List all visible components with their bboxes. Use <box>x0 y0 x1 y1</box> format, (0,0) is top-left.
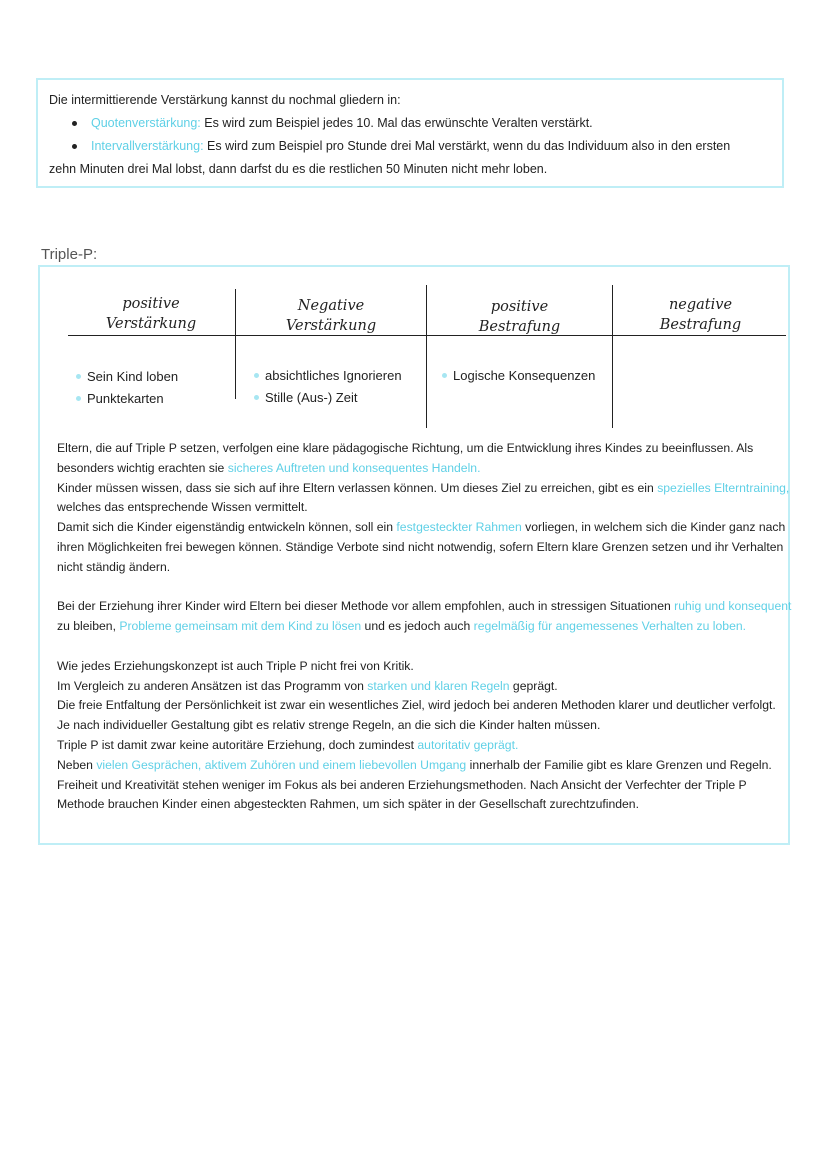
header-line: positive <box>122 296 180 312</box>
text-run: Wie jedes Erziehungskonzept ist auch Triple P nicht frei von Kritik. <box>57 658 414 673</box>
highlight-text: festgesteckter Rahmen <box>396 520 522 535</box>
intro-text: Die intermittierende Verstärkung kannst du nochmal gliedern in: <box>49 93 401 107</box>
highlight-text: Probleme gemeinsam mit dem Kind zu lösen <box>119 619 362 634</box>
text-run: zu bleiben, <box>57 619 120 634</box>
header-negative-bestrafung <box>613 295 788 335</box>
text-run: Triple P ist damit zwar keine autoritäre Erziehung, doch zumindest <box>57 737 418 752</box>
header-line: Verstärkung <box>285 318 377 334</box>
header-positive-verstaerkung <box>68 294 234 334</box>
text-run: Kinder müssen wissen, dass sie sich auf ihre Eltern verlassen können. Um dieses Ziel zu erreichen, gibt es ein <box>57 480 658 495</box>
list-item: Stille (Aus-) Zeit <box>254 387 402 409</box>
list-item <box>49 135 782 158</box>
highlight-text: sicheres Auftreten und konsequentes Handeln. <box>227 460 481 475</box>
header-line: positive <box>490 299 549 315</box>
term-intervall-desc: Es wird zum Beispiel pro Stunde drei Mal verstärkt, wenn du das Individuum also in den ersten <box>203 139 731 153</box>
list-item: Punktekarten <box>76 388 178 410</box>
list-item: absichtliches Ignorieren <box>254 365 402 387</box>
header-line: Bestrafung <box>659 317 742 333</box>
text-run: Je nach individueller Gestaltung gibt es relativ strenge Regeln, an die sich die Kinder halten müssen. <box>57 718 601 733</box>
term-intervall: Intervallverstärkung: <box>91 139 204 153</box>
header-line: Bestrafung <box>478 319 561 335</box>
term-quote: Quotenverstärkung: <box>91 116 201 130</box>
list-item: Sein Kind loben <box>76 366 178 388</box>
header-line: Negative <box>297 298 365 314</box>
paragraph <box>57 597 793 637</box>
header-line: Verstärkung <box>105 316 197 332</box>
list-item <box>49 112 782 135</box>
list-item: Logische Konsequenzen <box>442 365 595 387</box>
highlight-text: ruhig und konsequent <box>674 599 792 614</box>
triple-p-description <box>57 439 793 835</box>
text-run: Im Vergleich zu anderen Ansätzen ist das Programm von <box>57 678 368 693</box>
text-run: geprägt. <box>509 678 558 693</box>
negative-verstaerkung-list <box>254 365 402 409</box>
text-run: Damit sich die Kinder eigenständig entwickeln können, soll ein <box>57 520 397 535</box>
highlight-text: regelmäßig für angemessenes Verhalten zu loben. <box>473 619 747 634</box>
section-title: Triple-P: <box>41 246 98 263</box>
intermittierende-verstaerkung-box <box>36 78 784 188</box>
header-negative-verstaerkung <box>236 296 426 336</box>
continuation-text: zehn Minuten drei Mal lobst, dann darfst du es die restlichen 50 Minuten nicht mehr loben. <box>49 162 548 176</box>
highlight-text: spezielles Elterntraining, <box>657 480 790 495</box>
paragraph <box>57 657 793 815</box>
triple-p-box <box>38 265 790 845</box>
text-run: welches das entsprechende Wissen vermittelt. <box>57 500 308 515</box>
text-run: Neben <box>57 757 97 772</box>
text-run: Die freie Entfaltung der Persönlichkeit ist zwar ein wesentliches Ziel, wird jedoch bei anderen Methoden klarer und deutlicher verfolgt. <box>57 698 776 713</box>
highlight-text: autoritativ geprägt. <box>417 737 519 752</box>
header-line: negative <box>668 297 733 313</box>
verstaerkung-list <box>49 112 782 158</box>
positive-verstaerkung-list <box>76 366 178 410</box>
text-run: Eltern, die auf Triple P setzen, verfolgen eine klare pädagogische Richtung, um die Entwicklung ihres Kindes zu beeinflussen. Als besonders wichtig erachten sie <box>57 441 754 475</box>
paragraph <box>57 439 793 578</box>
positive-bestrafung-list <box>442 365 595 387</box>
highlight-text: starken und klaren Regeln <box>367 678 510 693</box>
text-run: Bei der Erziehung ihrer Kinder wird Eltern bei dieser Methode vor allem empfohlen, auch in stressigen Situationen <box>57 599 675 614</box>
text-run: innerhalb der Familie gibt es klare Grenzen und Regeln. Freiheit und Kreativität stehen weniger im Fokus als bei anderen Erziehungsmethoden. Nach Ansicht der Verfechter der Triple P Methode brauchen Kinder einen abgesteckten Rahmen, um sich später in der Gesellschaft zurechtzufinden. <box>57 757 772 812</box>
term-quote-desc: Es wird zum Beispiel jedes 10. Mal das erwünschte Veralten verstärkt. <box>200 116 593 130</box>
header-positive-bestrafung <box>427 297 612 337</box>
text-run: vorliegen, in welchem sich die Kinder ganz nach ihren Möglichkeiten frei bewegen können. Ständige Verbote sind nicht notwendig, sofern Eltern klare Grenzen setzen und ihr Verhalten nicht ständig ändern. <box>57 520 786 574</box>
text-run: und es jedoch auch <box>361 619 474 634</box>
highlight-text: vielen Gesprächen, aktivem Zuhören und einem liebevollen Umgang <box>96 757 467 772</box>
